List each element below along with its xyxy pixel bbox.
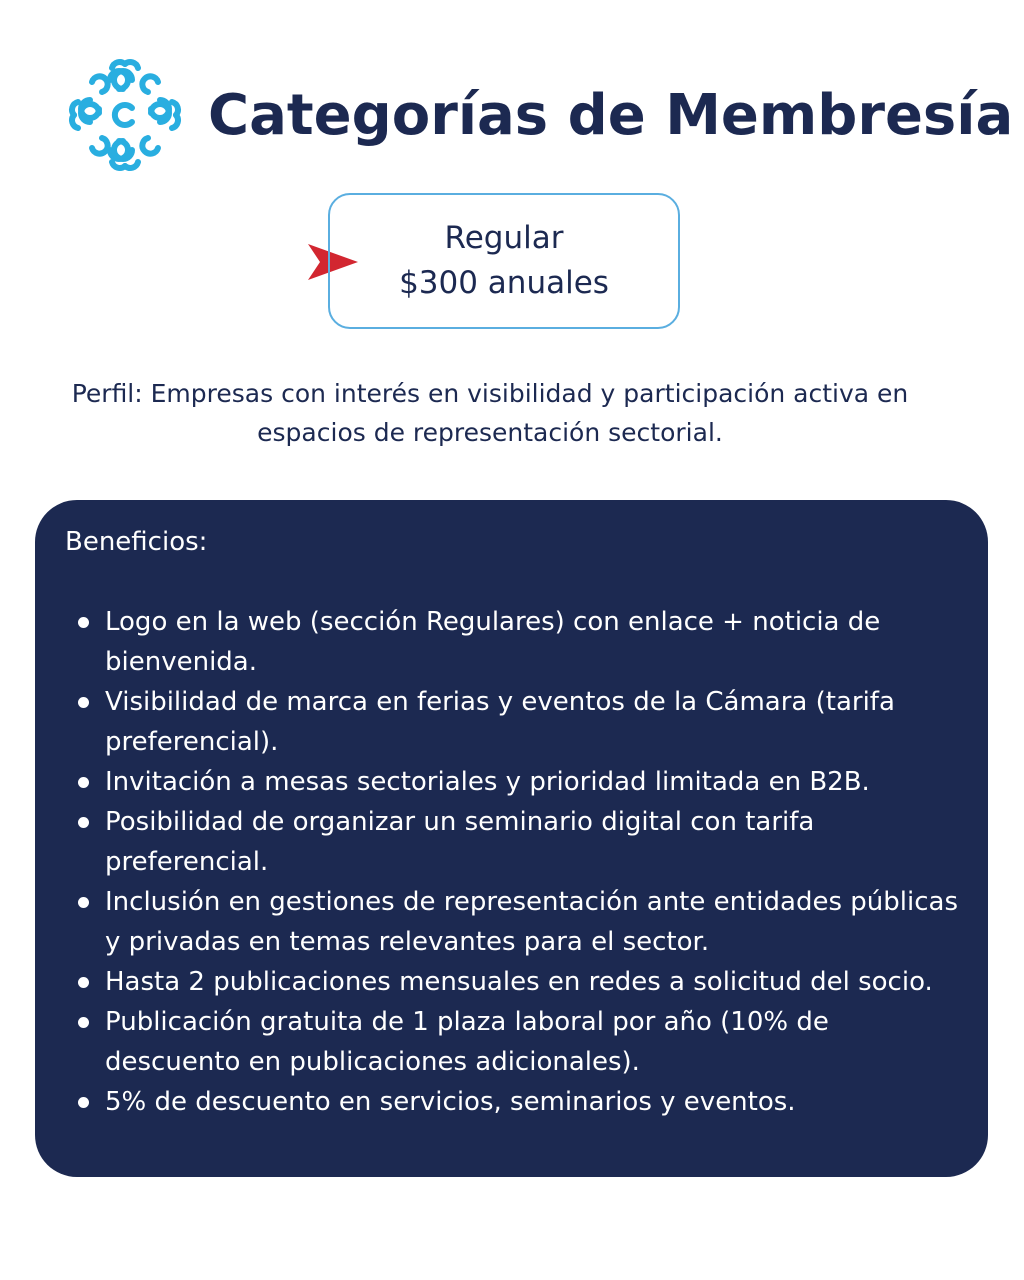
plan-card	[328, 193, 680, 329]
benefit-item	[105, 882, 958, 962]
benefit-item	[105, 682, 958, 762]
benefit-text: Logo en la web (sección Regulares) con enlace + noticia de bienvenida.	[105, 607, 881, 677]
plan-price: $300 anuales	[399, 265, 609, 301]
page-title: Categorías de Membresía	[208, 82, 1014, 148]
benefit-item	[105, 1082, 958, 1122]
bullet-icon	[78, 617, 89, 628]
benefit-text: Hasta 2 publicaciones mensuales en redes a solicitud del socio.	[105, 967, 933, 997]
bullet-icon	[78, 1017, 89, 1028]
benefits-panel	[35, 500, 988, 1177]
bullet-icon	[78, 817, 89, 828]
benefit-text: Inclusión en gestiones de representación ante entidades públicas y privadas en temas relevantes para el sector.	[105, 887, 958, 957]
benefit-text: Visibilidad de marca en ferias y eventos de la Cámara (tarifa preferencial).	[105, 687, 895, 757]
benefit-item	[105, 962, 958, 1002]
benefits-title: Beneficios:	[65, 527, 208, 557]
benefit-text: 5% de descuento en servicios, seminarios y eventos.	[105, 1087, 796, 1117]
benefit-item	[105, 762, 958, 802]
benefit-text: Posibilidad de organizar un seminario digital con tarifa preferencial.	[105, 807, 815, 877]
header	[62, 52, 1013, 178]
bullet-icon	[78, 697, 89, 708]
bullet-icon	[78, 777, 89, 788]
profile-text: Perfil: Empresas con interés en visibilidad y participación activa en espacios de representación sectorial.	[71, 379, 909, 447]
benefit-item	[105, 1002, 958, 1082]
bullet-icon	[78, 977, 89, 988]
benefits-list	[65, 602, 958, 1122]
bullet-icon	[78, 897, 89, 908]
bullet-icon	[78, 1097, 89, 1108]
benefit-item	[105, 802, 958, 882]
benefit-item	[105, 602, 958, 682]
benefit-text: Invitación a mesas sectoriales y prioridad limitada en B2B.	[105, 767, 870, 797]
swirl-flower-logo-icon	[62, 52, 188, 178]
benefit-text: Publicación gratuita de 1 plaza laboral por año (10% de descuento en publicaciones adicionales).	[105, 1007, 829, 1077]
plan-name: Regular	[444, 220, 564, 256]
